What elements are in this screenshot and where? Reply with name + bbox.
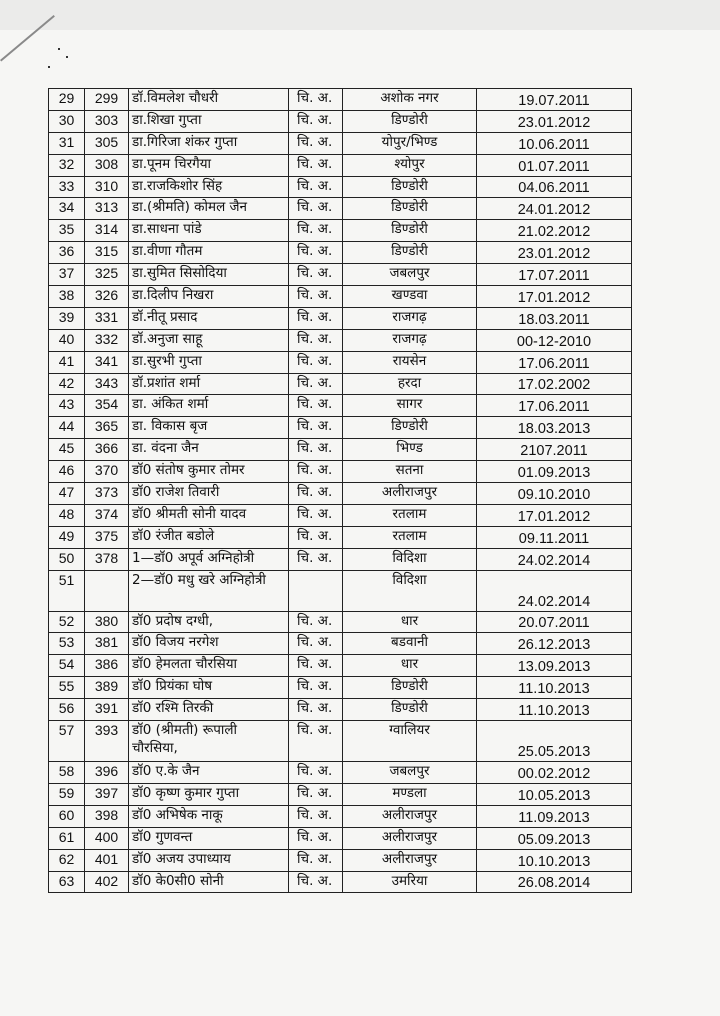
code-cell: 370 [85, 461, 129, 483]
date-cell: 17.01.2012 [477, 286, 632, 308]
district-cell: डिण्डोरी [343, 176, 477, 198]
table-row [49, 548, 632, 570]
post-cell: चि. अ. [289, 699, 343, 721]
doctor-name-cell: डॉ0 रंजीत बडोले [129, 526, 289, 548]
post-cell: चि. अ. [289, 110, 343, 132]
table-row [49, 461, 632, 483]
date-cell: 17.01.2012 [477, 504, 632, 526]
serial-number-cell: 44 [49, 417, 85, 439]
code-cell: 381 [85, 633, 129, 655]
serial-number-cell: 51 [49, 570, 85, 611]
date-cell: 26.08.2014 [477, 871, 632, 893]
post-cell: चि. अ. [289, 677, 343, 699]
date-cell: 25.05.2013 [477, 721, 632, 762]
table-row [49, 198, 632, 220]
serial-number-cell: 30 [49, 110, 85, 132]
date-cell: 11.10.2013 [477, 677, 632, 699]
post-cell: चि. अ. [289, 611, 343, 633]
date-cell: 00-12-2010 [477, 329, 632, 351]
doctor-name-cell: डा. वंदना जैन [129, 439, 289, 461]
table-row [49, 871, 632, 893]
district-cell: भिण्ड [343, 439, 477, 461]
post-cell: चि. अ. [289, 526, 343, 548]
code-cell: 402 [85, 871, 129, 893]
serial-number-cell: 48 [49, 504, 85, 526]
serial-number-cell: 54 [49, 655, 85, 677]
district-cell: अलीराजपुर [343, 827, 477, 849]
code-cell: 343 [85, 373, 129, 395]
district-cell: अलीराजपुर [343, 805, 477, 827]
post-cell: चि. अ. [289, 220, 343, 242]
code-cell: 299 [85, 89, 129, 111]
speck [48, 66, 50, 68]
date-cell: 01.09.2013 [477, 461, 632, 483]
serial-number-cell: 33 [49, 176, 85, 198]
district-cell: डिण्डोरी [343, 417, 477, 439]
code-cell: 303 [85, 110, 129, 132]
table-row [49, 483, 632, 505]
serial-number-cell: 43 [49, 395, 85, 417]
date-cell: 24.02.2014 [477, 548, 632, 570]
date-cell: 05.09.2013 [477, 827, 632, 849]
district-cell: डिण्डोरी [343, 198, 477, 220]
serial-number-cell: 49 [49, 526, 85, 548]
post-cell: चि. अ. [289, 827, 343, 849]
district-cell: डिण्डोरी [343, 699, 477, 721]
post-cell: चि. अ. [289, 417, 343, 439]
doctor-posting-table [48, 88, 632, 893]
table-row [49, 154, 632, 176]
district-cell: अलीराजपुर [343, 849, 477, 871]
doctor-name-cell: डॉ0 हेमलता चौरसिया [129, 655, 289, 677]
serial-number-cell: 55 [49, 677, 85, 699]
table-row [49, 110, 632, 132]
district-cell: रतलाम [343, 504, 477, 526]
district-cell: मण्डला [343, 783, 477, 805]
table-row [49, 329, 632, 351]
doctor-name-cell: डा.दिलीप निखरा [129, 286, 289, 308]
post-cell: चि. अ. [289, 655, 343, 677]
serial-number-cell: 34 [49, 198, 85, 220]
post-cell: चि. अ. [289, 504, 343, 526]
doctor-name-cell: डॉ0 विजय नरगेश [129, 633, 289, 655]
table-row [49, 805, 632, 827]
district-cell: डिण्डोरी [343, 242, 477, 264]
post-cell: चि. अ. [289, 329, 343, 351]
doctor-name-cell: डा.राजकिशोर सिंह [129, 176, 289, 198]
serial-number-cell: 56 [49, 699, 85, 721]
post-cell: चि. अ. [289, 762, 343, 784]
table-row [49, 132, 632, 154]
district-cell: विदिशा [343, 548, 477, 570]
date-cell: 10.10.2013 [477, 849, 632, 871]
serial-number-cell: 45 [49, 439, 85, 461]
doctor-name-cell: डॉ0 के0सी0 सोनी [129, 871, 289, 893]
doctor-name-cell: डॉ0 अजय उपाध्याय [129, 849, 289, 871]
post-cell: चि. अ. [289, 461, 343, 483]
doctor-name-cell: डा. विकास बृज [129, 417, 289, 439]
date-cell: 24.01.2012 [477, 198, 632, 220]
serial-number-cell: 59 [49, 783, 85, 805]
code-cell: 380 [85, 611, 129, 633]
post-cell: चि. अ. [289, 783, 343, 805]
date-cell: 01.07.2011 [477, 154, 632, 176]
serial-number-cell: 52 [49, 611, 85, 633]
table-row [49, 655, 632, 677]
post-cell: चि. अ. [289, 176, 343, 198]
date-cell: 24.02.2014 [477, 570, 632, 611]
district-cell: योपुर/भिण्ड [343, 132, 477, 154]
post-cell: चि. अ. [289, 721, 343, 762]
doctor-name-cell: डॉ0 कृष्ण कुमार गुप्ता [129, 783, 289, 805]
date-cell: 09.11.2011 [477, 526, 632, 548]
table-row [49, 827, 632, 849]
post-cell [289, 570, 343, 611]
doctor-name-cell: डॉ0 गुणवन्त [129, 827, 289, 849]
code-cell: 389 [85, 677, 129, 699]
serial-number-cell: 42 [49, 373, 85, 395]
code-cell: 373 [85, 483, 129, 505]
serial-number-cell: 47 [49, 483, 85, 505]
code-cell [85, 570, 129, 611]
speck [66, 56, 68, 58]
code-cell: 315 [85, 242, 129, 264]
post-cell: चि. अ. [289, 849, 343, 871]
serial-number-cell: 36 [49, 242, 85, 264]
code-cell: 378 [85, 548, 129, 570]
post-cell: चि. अ. [289, 198, 343, 220]
serial-number-cell: 32 [49, 154, 85, 176]
date-cell: 11.10.2013 [477, 699, 632, 721]
serial-number-cell: 38 [49, 286, 85, 308]
code-cell: 310 [85, 176, 129, 198]
date-cell: 17.06.2011 [477, 395, 632, 417]
table-row [49, 526, 632, 548]
code-cell: 375 [85, 526, 129, 548]
date-cell: 11.09.2013 [477, 805, 632, 827]
table-row [49, 286, 632, 308]
district-cell: सागर [343, 395, 477, 417]
doctor-name-cell: डॉ0 राजेश तिवारी [129, 483, 289, 505]
district-cell: जबलपुर [343, 264, 477, 286]
table-row [49, 264, 632, 286]
doctor-name-cell: डॉ.प्रशांत शर्मा [129, 373, 289, 395]
post-cell: चि. अ. [289, 395, 343, 417]
table-row [49, 373, 632, 395]
code-cell: 341 [85, 351, 129, 373]
serial-number-cell: 58 [49, 762, 85, 784]
date-cell: 23.01.2012 [477, 242, 632, 264]
post-cell: चि. अ. [289, 548, 343, 570]
serial-number-cell: 53 [49, 633, 85, 655]
doctor-name-cell: डॉ.नीतू प्रसाद [129, 307, 289, 329]
code-cell: 332 [85, 329, 129, 351]
code-cell: 393 [85, 721, 129, 762]
code-cell: 366 [85, 439, 129, 461]
district-cell: विदिशा [343, 570, 477, 611]
date-cell: 20.07.2011 [477, 611, 632, 633]
district-cell: राजगढ़ [343, 307, 477, 329]
post-cell: चि. अ. [289, 242, 343, 264]
table-row [49, 849, 632, 871]
date-cell: 19.07.2011 [477, 89, 632, 111]
table-row [49, 417, 632, 439]
code-cell: 400 [85, 827, 129, 849]
speck [58, 48, 60, 50]
code-cell: 325 [85, 264, 129, 286]
doctor-name-cell: डॉ0 प्रियंका घोष [129, 677, 289, 699]
code-cell: 313 [85, 198, 129, 220]
district-cell: रतलाम [343, 526, 477, 548]
table-row [49, 762, 632, 784]
table-row [49, 395, 632, 417]
doctor-name-cell: डॉ0 संतोष कुमार तोमर [129, 461, 289, 483]
post-cell: चि. अ. [289, 805, 343, 827]
doctor-name-cell: डा.गिरिजा शंकर गुप्ता [129, 132, 289, 154]
doctor-name-cell: डॉ0 अभिषेक नाकू [129, 805, 289, 827]
doctor-name-cell: डॉ.अनुजा साहू [129, 329, 289, 351]
doctor-name-cell: डा.साधना पांडे [129, 220, 289, 242]
table-body [49, 89, 632, 893]
code-cell: 398 [85, 805, 129, 827]
date-cell: 21.02.2012 [477, 220, 632, 242]
code-cell: 397 [85, 783, 129, 805]
table-row [49, 89, 632, 111]
table-row [49, 351, 632, 373]
post-cell: चि. अ. [289, 439, 343, 461]
district-cell: हरदा [343, 373, 477, 395]
post-cell: चि. अ. [289, 483, 343, 505]
doctor-name-cell: डॉ0 ए.के जैन [129, 762, 289, 784]
serial-number-cell: 39 [49, 307, 85, 329]
table-row [49, 611, 632, 633]
date-cell: 17.07.2011 [477, 264, 632, 286]
district-cell: रायसेन [343, 351, 477, 373]
district-cell: उमरिया [343, 871, 477, 893]
doctor-name-cell: डा.शिखा गुप्ता [129, 110, 289, 132]
date-cell: 17.06.2011 [477, 351, 632, 373]
district-cell: धार [343, 611, 477, 633]
date-cell: 18.03.2011 [477, 307, 632, 329]
doctor-name-cell: डॉ0 (श्रीमती) रूपाली चौरसिया, [129, 721, 289, 762]
doctor-name-cell: डा.पूनम चिरगैया [129, 154, 289, 176]
date-cell: 26.12.2013 [477, 633, 632, 655]
table-row [49, 783, 632, 805]
serial-number-cell: 35 [49, 220, 85, 242]
district-cell: धार [343, 655, 477, 677]
table-row [49, 721, 632, 762]
district-cell: डिण्डोरी [343, 677, 477, 699]
doctor-name-cell: डा.सुमित सिसोदिया [129, 264, 289, 286]
district-cell: राजगढ़ [343, 329, 477, 351]
code-cell: 374 [85, 504, 129, 526]
post-cell: चि. अ. [289, 89, 343, 111]
table-row [49, 176, 632, 198]
date-cell: 04.06.2011 [477, 176, 632, 198]
doctor-name-cell: डॉ0 प्रदोष दग्धी, [129, 611, 289, 633]
date-cell: 09.10.2010 [477, 483, 632, 505]
post-cell: चि. अ. [289, 373, 343, 395]
district-cell: खण्डवा [343, 286, 477, 308]
code-cell: 365 [85, 417, 129, 439]
doctor-name-cell: डा. अंकित शर्मा [129, 395, 289, 417]
post-cell: चि. अ. [289, 871, 343, 893]
code-cell: 401 [85, 849, 129, 871]
doctor-name-cell: डॉ0 रश्मि तिरकी [129, 699, 289, 721]
serial-number-cell: 57 [49, 721, 85, 762]
table-row [49, 633, 632, 655]
doctor-name-cell: डॉ.विमलेश चौधरी [129, 89, 289, 111]
district-cell: श्योपुर [343, 154, 477, 176]
serial-number-cell: 50 [49, 548, 85, 570]
post-cell: चि. अ. [289, 286, 343, 308]
post-cell: चि. अ. [289, 307, 343, 329]
doctor-name-cell: डा.सुरभी गुप्ता [129, 351, 289, 373]
serial-number-cell: 62 [49, 849, 85, 871]
district-cell: ग्वालियर [343, 721, 477, 762]
district-cell: अशोक नगर [343, 89, 477, 111]
post-cell: चि. अ. [289, 633, 343, 655]
date-cell: 2107.2011 [477, 439, 632, 461]
date-cell: 18.03.2013 [477, 417, 632, 439]
code-cell: 326 [85, 286, 129, 308]
serial-number-cell: 60 [49, 805, 85, 827]
table-row [49, 677, 632, 699]
doctor-name-cell: डा.(श्रीमति) कोमल जैन [129, 198, 289, 220]
table-row [49, 439, 632, 461]
doctor-name-cell: डा.वीणा गौतम [129, 242, 289, 264]
code-cell: 354 [85, 395, 129, 417]
serial-number-cell: 46 [49, 461, 85, 483]
code-cell: 308 [85, 154, 129, 176]
district-cell: डिण्डोरी [343, 220, 477, 242]
district-cell: बडवानी [343, 633, 477, 655]
date-cell: 17.02.2002 [477, 373, 632, 395]
date-cell: 00.02.2012 [477, 762, 632, 784]
post-cell: चि. अ. [289, 264, 343, 286]
date-cell: 23.01.2012 [477, 110, 632, 132]
serial-number-cell: 29 [49, 89, 85, 111]
serial-number-cell: 63 [49, 871, 85, 893]
code-cell: 305 [85, 132, 129, 154]
serial-number-cell: 61 [49, 827, 85, 849]
table-row [49, 699, 632, 721]
date-cell: 13.09.2013 [477, 655, 632, 677]
code-cell: 396 [85, 762, 129, 784]
doctor-name-cell: 1—डॉ0 अपूर्व अग्निहोत्री [129, 548, 289, 570]
date-cell: 10.05.2013 [477, 783, 632, 805]
page-top-shadow [0, 0, 720, 30]
serial-number-cell: 40 [49, 329, 85, 351]
code-cell: 331 [85, 307, 129, 329]
doctor-name-cell: डॉ0 श्रीमती सोनी यादव [129, 504, 289, 526]
table-row [49, 504, 632, 526]
post-cell: चि. अ. [289, 154, 343, 176]
post-cell: चि. अ. [289, 351, 343, 373]
table-row [49, 307, 632, 329]
post-cell: चि. अ. [289, 132, 343, 154]
serial-number-cell: 31 [49, 132, 85, 154]
district-cell: जबलपुर [343, 762, 477, 784]
district-cell: अलीराजपुर [343, 483, 477, 505]
code-cell: 386 [85, 655, 129, 677]
table-row [49, 570, 632, 611]
doctor-name-cell: 2—डॉ0 मधु खरे अग्निहोत्री [129, 570, 289, 611]
district-cell: डिण्डोरी [343, 110, 477, 132]
date-cell: 10.06.2011 [477, 132, 632, 154]
code-cell: 391 [85, 699, 129, 721]
table-row [49, 220, 632, 242]
district-cell: सतना [343, 461, 477, 483]
table-row [49, 242, 632, 264]
code-cell: 314 [85, 220, 129, 242]
serial-number-cell: 37 [49, 264, 85, 286]
serial-number-cell: 41 [49, 351, 85, 373]
